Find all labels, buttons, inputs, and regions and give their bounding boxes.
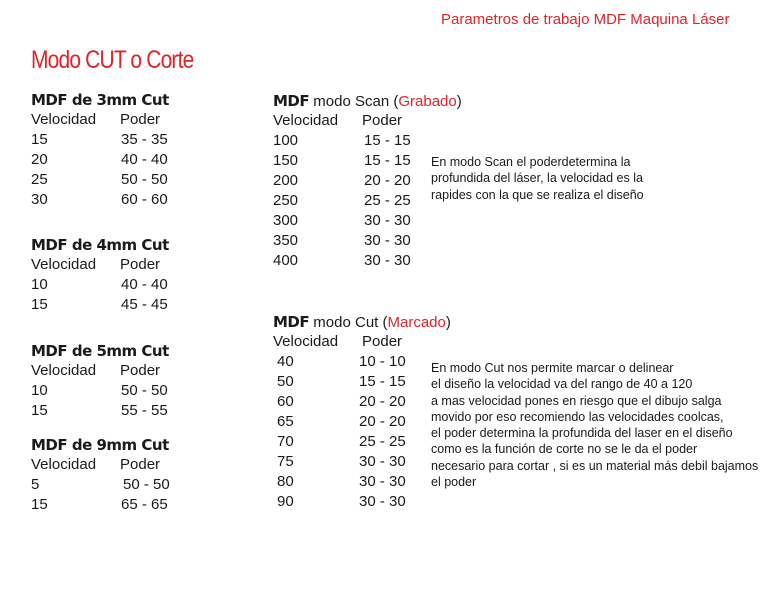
- main-heading: Modo CUT o Corte: [31, 46, 194, 74]
- table-row: [31, 381, 169, 401]
- table-row: [31, 475, 169, 495]
- poder-value: 60 - 60: [121, 191, 168, 208]
- table-row: [31, 130, 169, 150]
- parameter-table: [31, 255, 169, 315]
- table-row: [31, 190, 169, 210]
- velocidad-value: 20: [31, 151, 48, 168]
- poder-value: 50 - 50: [121, 382, 168, 399]
- poder-value: 45 - 45: [121, 296, 168, 313]
- table-row: [273, 452, 451, 472]
- mdf-section-title: MDF de 4mm Cut: [31, 236, 169, 254]
- mdf-section: [31, 342, 169, 421]
- table-header: [31, 361, 169, 381]
- column-header-poder: Poder: [362, 112, 403, 129]
- column-header-velocidad: Velocidad: [31, 256, 97, 273]
- velocidad-value: 75: [277, 453, 294, 470]
- table-row: [273, 412, 451, 432]
- table-row: [273, 372, 451, 392]
- table-row: [273, 352, 451, 372]
- table-row: [273, 251, 462, 271]
- table-header: [31, 255, 169, 275]
- page-header-title: Parametros de trabajo MDF Maquina Láser: [441, 11, 730, 28]
- table-header: [31, 455, 169, 475]
- poder-value: 15 - 15: [359, 373, 406, 390]
- cut-section-title: MDF modo Cut (Marcado): [273, 313, 451, 331]
- velocidad-value: 150: [273, 152, 299, 169]
- mdf-section: [31, 436, 169, 515]
- column-header-velocidad: Velocidad: [273, 112, 339, 129]
- poder-value: 30 - 30: [364, 232, 411, 249]
- table-row: [31, 295, 169, 315]
- velocidad-value: 200: [273, 172, 299, 189]
- mdf-section-title: MDF de 3mm Cut: [31, 91, 169, 109]
- note-line: movido por eso recomiendo las velocidades coolcas,: [431, 409, 724, 424]
- note-line: En modo Scan el poderdetermina la: [431, 155, 631, 169]
- note-line: el poder: [431, 475, 477, 490]
- poder-value: 20 - 20: [359, 393, 406, 410]
- poder-value: 35 - 35: [121, 131, 168, 148]
- mdf-section-title: MDF de 5mm Cut: [31, 342, 169, 360]
- poder-value: 50 - 50: [123, 476, 170, 493]
- poder-value: 20 - 20: [364, 172, 411, 189]
- velocidad-value: 30: [31, 191, 48, 208]
- table-row: [31, 495, 169, 515]
- parameter-table: [31, 361, 169, 421]
- note-line: rapides con la que se realiza el diseño: [431, 187, 644, 202]
- column-header-velocidad: Velocidad: [31, 362, 97, 379]
- parameter-table: [31, 110, 169, 210]
- table-row: [273, 392, 451, 412]
- velocidad-value: 10: [31, 276, 48, 293]
- poder-value: 30 - 30: [364, 252, 411, 269]
- column-header-poder: Poder: [120, 111, 161, 128]
- note-line: como es la función de corte no se le da el poder: [431, 442, 698, 457]
- velocidad-value: 60: [277, 393, 294, 410]
- table-row: [273, 131, 462, 151]
- column-header-velocidad: Velocidad: [31, 111, 97, 128]
- note-line: profundida del láser, la velocidad es la: [431, 171, 643, 186]
- mdf-section: [31, 236, 169, 315]
- note-line: necesario para cortar , si es un material más debil bajamos: [431, 458, 759, 473]
- velocidad-value: 350: [273, 232, 299, 249]
- velocidad-value: 50: [277, 373, 294, 390]
- velocidad-value: 10: [31, 382, 48, 399]
- poder-value: 40 - 40: [121, 151, 168, 168]
- velocidad-value: 40: [277, 353, 294, 370]
- note-line: En modo Cut nos permite marcar o delinear: [431, 361, 674, 375]
- poder-value: 55 - 55: [121, 402, 168, 419]
- table-header: [273, 332, 451, 352]
- poder-value: 30 - 30: [359, 493, 406, 510]
- scan-note: [431, 154, 644, 203]
- table-row: [31, 150, 169, 170]
- velocidad-value: 15: [31, 296, 48, 313]
- column-header-poder: Poder: [362, 333, 403, 350]
- poder-value: 25 - 25: [364, 192, 411, 209]
- velocidad-value: 90: [277, 493, 294, 510]
- column-header-poder: Poder: [120, 256, 161, 273]
- table-row: [273, 432, 451, 452]
- table-row: [273, 231, 462, 251]
- column-header-velocidad: Velocidad: [31, 456, 97, 473]
- velocidad-value: 5: [31, 476, 40, 493]
- note-line: el poder determina la profundida del laser en el diseño: [431, 426, 733, 441]
- velocidad-value: 80: [277, 473, 294, 490]
- note-line: el diseño la velocidad va del rango de 40 a 120: [431, 377, 693, 392]
- column-header-poder: Poder: [120, 456, 161, 473]
- poder-value: 15 - 15: [364, 152, 411, 169]
- velocidad-value: 400: [273, 252, 299, 269]
- table-header: [31, 110, 169, 130]
- poder-value: 40 - 40: [121, 276, 168, 293]
- scan-section-title: MDF modo Scan (Grabado): [273, 92, 462, 110]
- column-header-poder: Poder: [120, 362, 161, 379]
- parameter-table: [31, 455, 169, 515]
- velocidad-value: 15: [31, 496, 48, 513]
- table-row: [31, 401, 169, 421]
- table-row: [31, 170, 169, 190]
- poder-value: 25 - 25: [359, 433, 406, 450]
- velocidad-value: 25: [31, 171, 48, 188]
- poder-value: 50 - 50: [121, 171, 168, 188]
- velocidad-value: 100: [273, 132, 299, 149]
- velocidad-value: 15: [31, 131, 48, 148]
- table-row: [273, 472, 451, 492]
- cut-table: [273, 332, 451, 512]
- poder-value: 30 - 30: [359, 453, 406, 470]
- cut-section: [273, 313, 451, 512]
- velocidad-value: 65: [277, 413, 294, 430]
- poder-value: 10 - 10: [359, 353, 406, 370]
- table-row: [273, 211, 462, 231]
- table-header: [273, 111, 462, 131]
- column-header-velocidad: Velocidad: [273, 333, 339, 350]
- cut-note: [431, 360, 758, 490]
- poder-value: 15 - 15: [364, 132, 411, 149]
- table-row: [31, 275, 169, 295]
- mdf-section-title: MDF de 9mm Cut: [31, 436, 169, 454]
- mdf-section: [31, 91, 169, 210]
- velocidad-value: 15: [31, 402, 48, 419]
- velocidad-value: 70: [277, 433, 294, 450]
- poder-value: 20 - 20: [359, 413, 406, 430]
- poder-value: 30 - 30: [359, 473, 406, 490]
- velocidad-value: 250: [273, 192, 299, 209]
- poder-value: 30 - 30: [364, 212, 411, 229]
- poder-value: 65 - 65: [121, 496, 168, 513]
- table-row: [273, 492, 451, 512]
- velocidad-value: 300: [273, 212, 299, 229]
- note-line: a mas velocidad pones en riesgo que el dibujo salga: [431, 393, 722, 408]
